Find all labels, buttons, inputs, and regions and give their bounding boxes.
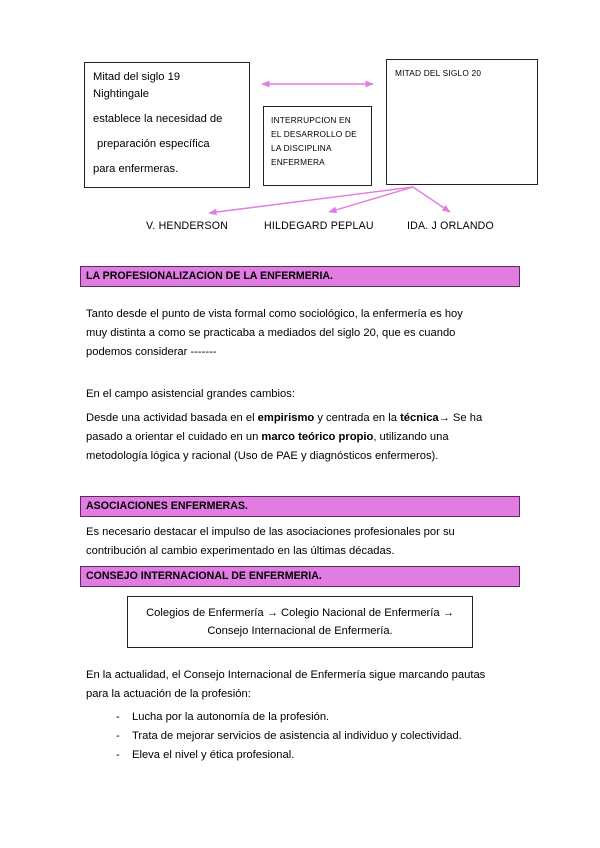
box-mid-19th-century xyxy=(84,62,250,188)
bullet-dash: - xyxy=(116,730,120,742)
heading-profesionalizacion: LA PROFESIONALIZACION DE LA ENFERMERIA. xyxy=(80,266,520,287)
s3-para2: para la actuación de la profesión: xyxy=(86,688,251,700)
term-tecnica: técnica xyxy=(400,412,439,424)
name-peplau: HILDEGARD PEPLAU xyxy=(264,220,374,232)
arrow-to-orlando xyxy=(413,187,450,212)
box-middle-line3: LA DISCIPLINA xyxy=(271,143,332,153)
s1-para3-text: → Se ha xyxy=(438,412,483,424)
bullet-text: Eleva el nivel y ética profesional. xyxy=(132,749,295,761)
s2-line2: contribución al cambio experimentado en las últimas décadas. xyxy=(86,545,395,557)
name-henderson: V. HENDERSON xyxy=(146,220,229,232)
box-left-line1: Mitad del siglo 19 xyxy=(93,71,181,83)
s1-para3-line2 xyxy=(86,428,449,447)
box-mid-20th-century xyxy=(386,59,538,185)
heading-consejo: CONSEJO INTERNACIONAL DE ENFERMERIA. xyxy=(80,566,520,587)
bullet-text: Trata de mejorar servicios de asistencia al individuo y colectividad. xyxy=(132,730,462,742)
arrow-to-henderson xyxy=(209,187,413,213)
box-middle-line4: ENFERMERA xyxy=(271,157,325,167)
box-left-line4: preparación específica xyxy=(97,138,210,150)
box-middle-line2: EL DESARROLLO DE xyxy=(271,129,357,139)
s1-para2: En el campo asistencial grandes cambios: xyxy=(86,388,295,400)
s1-para1-line2: muy distinta a como se practicaba a mediados del siglo 20, que es cuando xyxy=(86,327,456,339)
bullet-text: Lucha por la autonomía de la profesión. xyxy=(132,711,330,723)
box-interruption xyxy=(263,106,372,186)
s2-line1: Es necesario destacar el impulso de las asociaciones profesionales por su xyxy=(86,526,455,538)
arrow-to-peplau xyxy=(329,187,413,212)
flow-box xyxy=(127,596,473,648)
box-middle-line1: INTERRUPCION EN xyxy=(271,115,351,125)
s3-para1: En la actualidad, el Consejo Internacional de Enfermería sigue marcando pautas xyxy=(86,669,486,681)
box-left-line5: para enfermeras. xyxy=(93,163,179,175)
s1-para3-text: , utilizando una xyxy=(373,431,449,443)
list-item xyxy=(116,711,329,723)
box-right-line1: MITAD DEL SIGLO 20 xyxy=(395,68,482,78)
s1-para3-line1 xyxy=(86,409,482,428)
list-item xyxy=(116,749,294,761)
list-item xyxy=(116,730,462,742)
box-left-line3: establece la necesidad de xyxy=(93,113,223,125)
flow-line2: Consejo Internacional de Enfermería. xyxy=(207,625,393,637)
term-empirismo: empirismo xyxy=(257,412,315,424)
s1-para3-line3: metodología lógica y racional (Uso de PAE y diagnósticos enfermeros). xyxy=(86,450,439,462)
name-orlando: IDA. J ORLANDO xyxy=(407,220,494,232)
bullet-dash: - xyxy=(116,749,120,761)
bullet-dash: - xyxy=(116,711,120,723)
s1-para3-text: y centrada en la xyxy=(314,412,401,424)
s1-para1-line1: Tanto desde el punto de vista formal como sociológico, la enfermería es hoy xyxy=(86,308,463,320)
heading-asociaciones: ASOCIACIONES ENFERMERAS. xyxy=(80,496,520,517)
box-left-line2: Nightingale xyxy=(93,88,149,100)
s1-para3-text: pasado a orientar el cuidado en un xyxy=(86,431,262,443)
s1-para1-line3: podemos considerar ------- xyxy=(86,346,217,358)
s1-para3-text: Desde una actividad basada en el xyxy=(86,412,258,424)
term-marco-teorico: marco teórico propio xyxy=(261,431,374,443)
flow-line1: Colegios de Enfermería → Colegio Nacional de Enfermería → xyxy=(146,607,454,619)
